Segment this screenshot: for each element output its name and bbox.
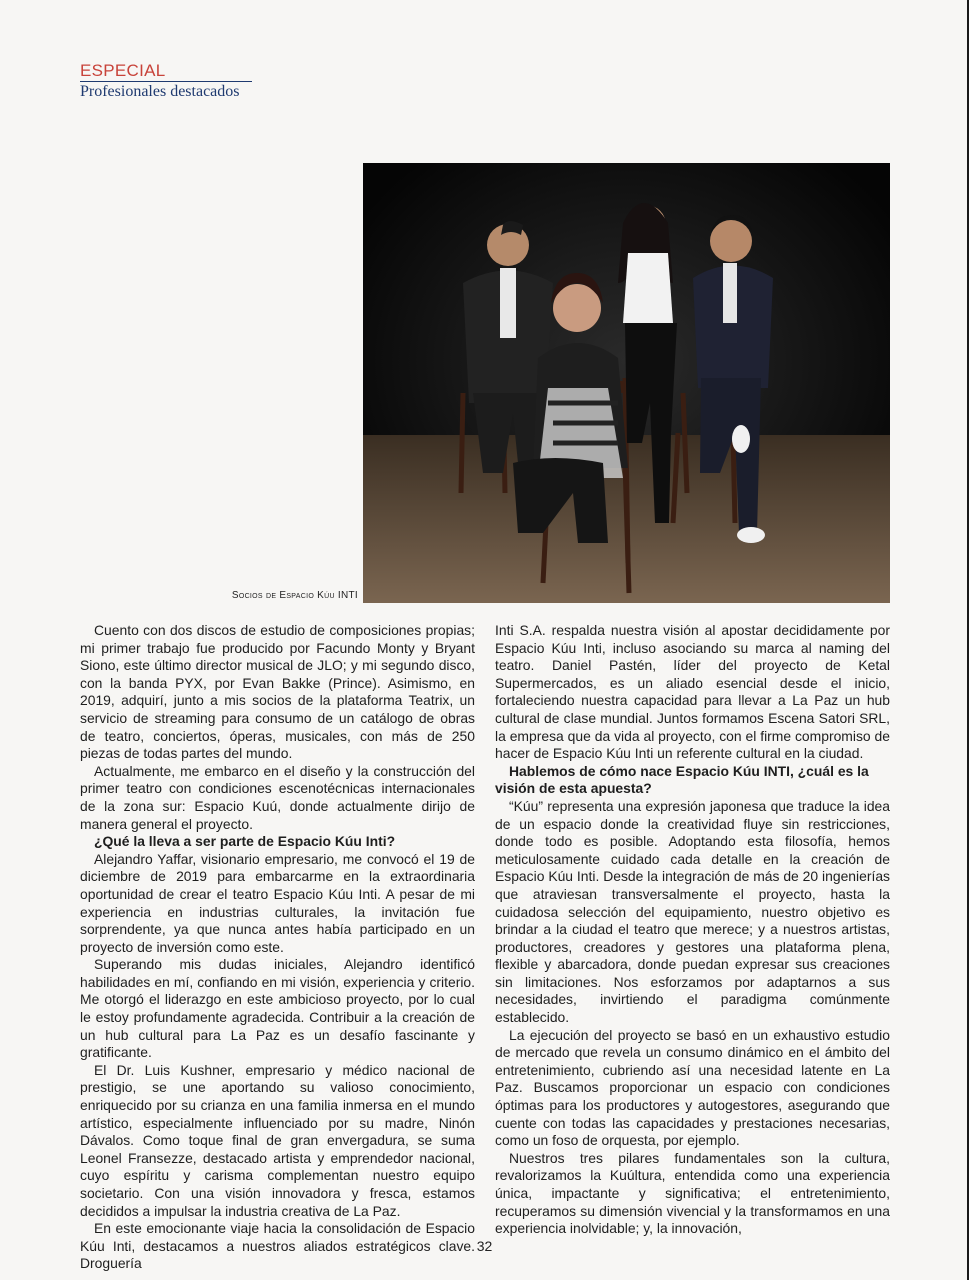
- left-paragraph-5: El Dr. Luis Kushner, empresario y médico nacional de prestigio, se une aportando su valioso conocimiento, enriquecido por su crianza en una familia inmersa en el mundo artístico, especialmente influenciado por su madre, Ninón Dávalos. Como toque final de gran envergadura, se suma Leonel Fransezze, destacado artista y emprendedor nacional, cuyo espíritu y carisma complementan nuestro equipo societario. Con una visión innovadora y fresca, estamos decididos a impulsar la industria creativa de La Paz.: [80, 1061, 475, 1219]
- interview-question-2: Hablemos de cómo nace Espacio Kúu INTI, ¿cuál es la visión de esta apuesta?: [495, 762, 869, 797]
- interview-question-1: ¿Qué la lleva a ser parte de Espacio Kúu Inti?: [94, 833, 396, 850]
- left-paragraph-3: Alejandro Yaffar, visionario empresario, me convocó el 19 de diciembre de 2019 para embarcarme en la extraordinaria oportunidad de crear el teatro Espacio Kúu Inti. A pesar de mi experiencia en industrias culturales, la invitación fue sorprendente, ya que nunca antes había participado en un proyecto de inversión como este.: [80, 850, 475, 955]
- photo-caption: Socios de Espacio Kúu INTI: [231, 590, 358, 601]
- left-column: [80, 622, 475, 1273]
- left-paragraph-1: Cuento con dos discos de estudio de composiciones propias; mi primer trabajo fue producido por Facundo Monty y Bryant Siono, este último director musical de JLO; y mi segundo disco, con la banda PYX, por Evan Bakke (Prince). Asimismo, en 2019, adquirí, junto a mis socios de la plataforma Teatrix, un servicio de streaming para consumo de un catálogo de obras de teatro, conciertos, óperas, musicales, con más de 250 piezas de todas partes del mundo.: [80, 622, 475, 762]
- right-paragraph-4: Nuestros tres pilares fundamentales son la cultura, revalorizamos la Kuúltura, entendida como una experiencia única, impactante y significativa; el entretenimiento, recuperamos su dimensión vivencial y la transformamos en una experiencia inolvidable; y, la innovación,: [495, 1149, 890, 1237]
- section-title: ESPECIAL: [80, 62, 252, 82]
- right-column: [495, 622, 890, 1238]
- section-header: [80, 62, 252, 102]
- left-paragraph-6: En este emocionante viaje hacia la consolidación de Espacio Kúu Inti, destacamos a nuestros aliados estratégicos clave. Droguería: [80, 1220, 475, 1272]
- right-paragraph-2: “Kúu” representa una expresión japonesa que traduce la idea de un espacio donde la creatividad fluye sin restricciones, donde todo es posible. Adoptando esta filosofía, hemos meticulosamente cuidado cada detalle en la creación de Espacio Kúu Inti. Desde la integración de más de 20 ingenierías que atraviesan transversalmente el proyecto, hasta la cuidadosa selección del equipamiento, nuestro objetivo es brindar a la ciudad el teatro que merece; y a nuestros artistas, productores, creadores y gestores una plataforma plena, flexible y abarcadora, donde puedan expresar sus creaciones sin limitaciones. Nos esforzamos por adaptarnos a sus necesidades, invirtiendo el paradigma comúnmente establecido.: [495, 797, 890, 1026]
- page-number: 32: [476, 1238, 493, 1254]
- partners-photo-illustration: [363, 163, 890, 603]
- partners-photo: [363, 163, 890, 603]
- right-paragraph-3: La ejecución del proyecto se basó en un exhaustivo estudio de mercado que revela un consumo dinámico en el ámbito del entretenimiento, cubriendo así una necesidad latente en La Paz. Buscamos proporcionar un espacio con condiciones óptimas para los productores y autogestores, asegurando que cuente con todas las capacidades y prestaciones necesarias, como un foso de orquesta, por ejemplo.: [495, 1026, 890, 1149]
- left-paragraph-2: Actualmente, me embarco en el diseño y la construcción del primer teatro con condiciones escenotécnicas internacionales de la zona sur: Espacio Kuú, donde actualmente dirijo de manera general el proyecto.: [80, 762, 475, 832]
- left-paragraph-4: Superando mis dudas iniciales, Alejandro identificó habilidades en mí, confiando en mi visión, experiencia y criterio. Me otorgó el liderazgo en este ambicioso proyecto, por lo cual le estoy profundamente agradecida. Contribuir a la creación de un hub cultural para La Paz es un desafío fascinante y gratificante.: [80, 956, 475, 1061]
- right-paragraph-1: Inti S.A. respalda nuestra visión al apostar decididamente por Espacio Kúu Inti, incluso asociando su marca al naming del teatro. Daniel Pastén, líder del proyecto de Ketal Supermercados, es un aliado esencial desde el inicio, fortaleciendo nuestra capacidad para llevar a La Paz un hub cultural de clase mundial. Juntos formamos Escena Satori SRL, la empresa que da vida al proyecto, con el firme compromiso de hacer de Espacio Kúu Inti un referente cultural en la ciudad.: [495, 622, 890, 762]
- section-subtitle: Profesionales destacados: [80, 83, 240, 100]
